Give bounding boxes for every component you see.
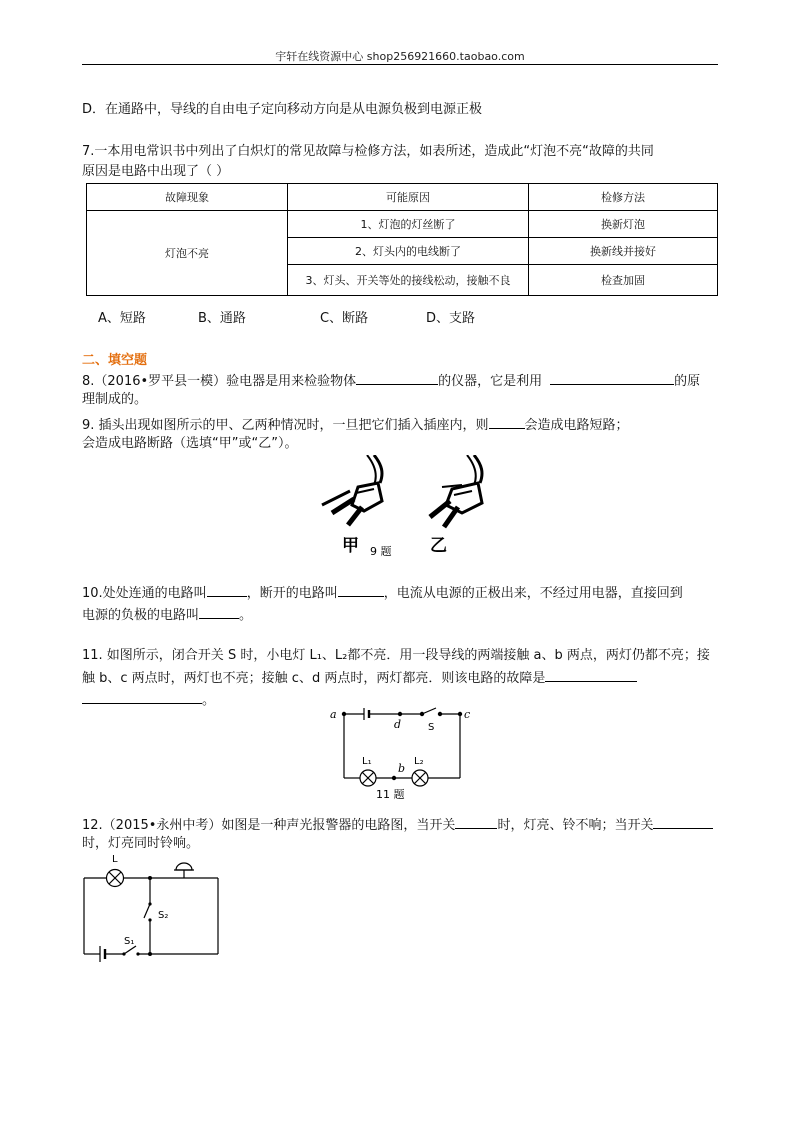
table-header: 可能原因	[288, 184, 529, 211]
answer-blank	[489, 415, 525, 429]
label-yi: 乙	[430, 536, 447, 556]
q12-line1	[82, 815, 722, 835]
q8-text-3: 的原	[674, 374, 701, 389]
table-cell-cause: 1、灯泡的灯丝断了	[288, 211, 529, 238]
answer-blank	[455, 815, 497, 829]
table-cell-fix: 检查加固	[529, 265, 718, 296]
choice-d: D、支路	[426, 311, 476, 326]
q8-text-2: 的仪器，它是利用	[438, 374, 543, 389]
q7-choices	[98, 310, 738, 328]
choice-b: B、通路	[198, 311, 246, 326]
q12-text-2: 时，灯亮、铃不响；当开关	[497, 818, 654, 833]
q6-option-d: D．在通路中，导线的自由电子定向移动方向是从电源负极到电源正极	[82, 102, 483, 117]
label-c: c	[464, 708, 471, 721]
table-cell-phenomenon: 灯泡不亮	[87, 211, 288, 296]
answer-blank	[653, 815, 713, 829]
q11-line1: 11. 如图所示，闭合开关 S 时，小电灯 L₁、L₂都不亮．用一段导线的两端接触 a、b 两点，两灯仍都不亮；接	[82, 648, 710, 663]
answer-blank	[356, 371, 438, 385]
table-cell-cause: 3、灯头、开关等处的接线松动，接触不良	[288, 265, 529, 296]
q11-circuit-diagram	[318, 700, 488, 800]
lamp-l-icon	[107, 870, 124, 887]
q9-line1	[82, 415, 722, 435]
table-cell-cause: 2、灯头内的电线断了	[288, 238, 529, 265]
label-s2: S₂	[158, 910, 169, 921]
label-a: a	[330, 708, 337, 721]
label-l2: L₂	[414, 756, 424, 767]
plug-jia-icon	[322, 455, 382, 525]
label-s1: S₁	[124, 936, 135, 947]
switch-s2-icon	[144, 904, 150, 918]
switch-s1-icon	[124, 946, 136, 954]
q9-plug-figure	[312, 455, 502, 560]
table-row	[87, 211, 718, 238]
choice-c: C、断路	[320, 311, 369, 326]
section-title: 二、填空题	[82, 353, 148, 368]
q10-line1	[82, 583, 722, 603]
q7-stem-line2: 原因是电路中出现了（ ）	[82, 164, 230, 179]
q10-text-4: 电源的负极的电路叫	[82, 608, 200, 623]
choice-a: A、短路	[98, 311, 146, 326]
q9-caption: 9 题	[370, 545, 392, 558]
table-header: 检修方法	[529, 184, 718, 211]
q12-circuit-diagram	[78, 850, 228, 962]
label-b: b	[398, 762, 406, 775]
header-divider	[82, 64, 718, 65]
page-header: 宇轩在线资源中心 shop256921660.taobao.com	[275, 50, 525, 63]
q11-caption: 11 题	[376, 788, 405, 800]
label-s: S	[428, 722, 435, 733]
lamp-l1-icon	[360, 770, 376, 786]
answer-blank	[82, 690, 202, 704]
q10-text-1: 10.处处连通的电路叫	[82, 586, 207, 601]
table-header-row	[87, 184, 718, 211]
q7-stem-line1: 7.一本用电常识书中列出了白炽灯的常见故障与检修方法，如表所述，造成此“灯泡不亮“故障的共同	[82, 144, 654, 159]
q10-text-5: 。	[239, 608, 253, 623]
label-l: L	[112, 854, 118, 865]
q9-text-1: 9. 插头出现如图所示的甲、乙两种情况时，一旦把它们插入插座内，则	[82, 418, 489, 433]
answer-blank	[207, 583, 247, 597]
q8-text-1: 8.（2016•罗平县一模）验电器是用来检验物体	[82, 374, 357, 389]
q8-line1	[82, 371, 722, 391]
q7-fault-table	[86, 183, 718, 296]
answer-blank	[550, 371, 674, 385]
switch-s-icon	[422, 708, 436, 714]
table-header: 故障现象	[87, 184, 288, 211]
label-l1: L₁	[362, 756, 372, 767]
q10-line2	[82, 605, 722, 625]
answer-blank	[338, 583, 384, 597]
q8-line2: 理制成的。	[82, 392, 148, 407]
q10-text-3: ，电流从电源的正极出来，不经过用电器，直接回到	[383, 586, 683, 601]
q9-text-2: 会造成电路短路；	[524, 418, 629, 433]
label-jia: 甲	[342, 536, 359, 556]
bell-icon	[176, 863, 192, 870]
q12-text-1: 12.（2015•永州中考）如图是一种声光报警器的电路图，当开关	[82, 818, 456, 833]
q11-line2	[82, 668, 722, 688]
table-cell-fix: 换新线并接好	[529, 238, 718, 265]
q11-text-3: 。	[202, 693, 216, 708]
answer-blank	[545, 668, 637, 682]
q11-text-2: 触 b、c 两点时，两灯也不亮；接触 c、d 两点时，两灯都亮．则该电路的故障是	[82, 671, 546, 686]
q10-text-2: ，断开的电路叫	[246, 586, 338, 601]
plug-yi-icon	[430, 455, 482, 527]
lamp-l2-icon	[412, 770, 428, 786]
table-cell-fix: 换新灯泡	[529, 211, 718, 238]
answer-blank	[199, 605, 239, 619]
q12-line2: 时，灯亮同时铃响。	[82, 836, 200, 851]
label-d: d	[394, 718, 402, 731]
q9-line2: 会造成电路断路（选填“甲”或“乙”）。	[82, 436, 298, 451]
